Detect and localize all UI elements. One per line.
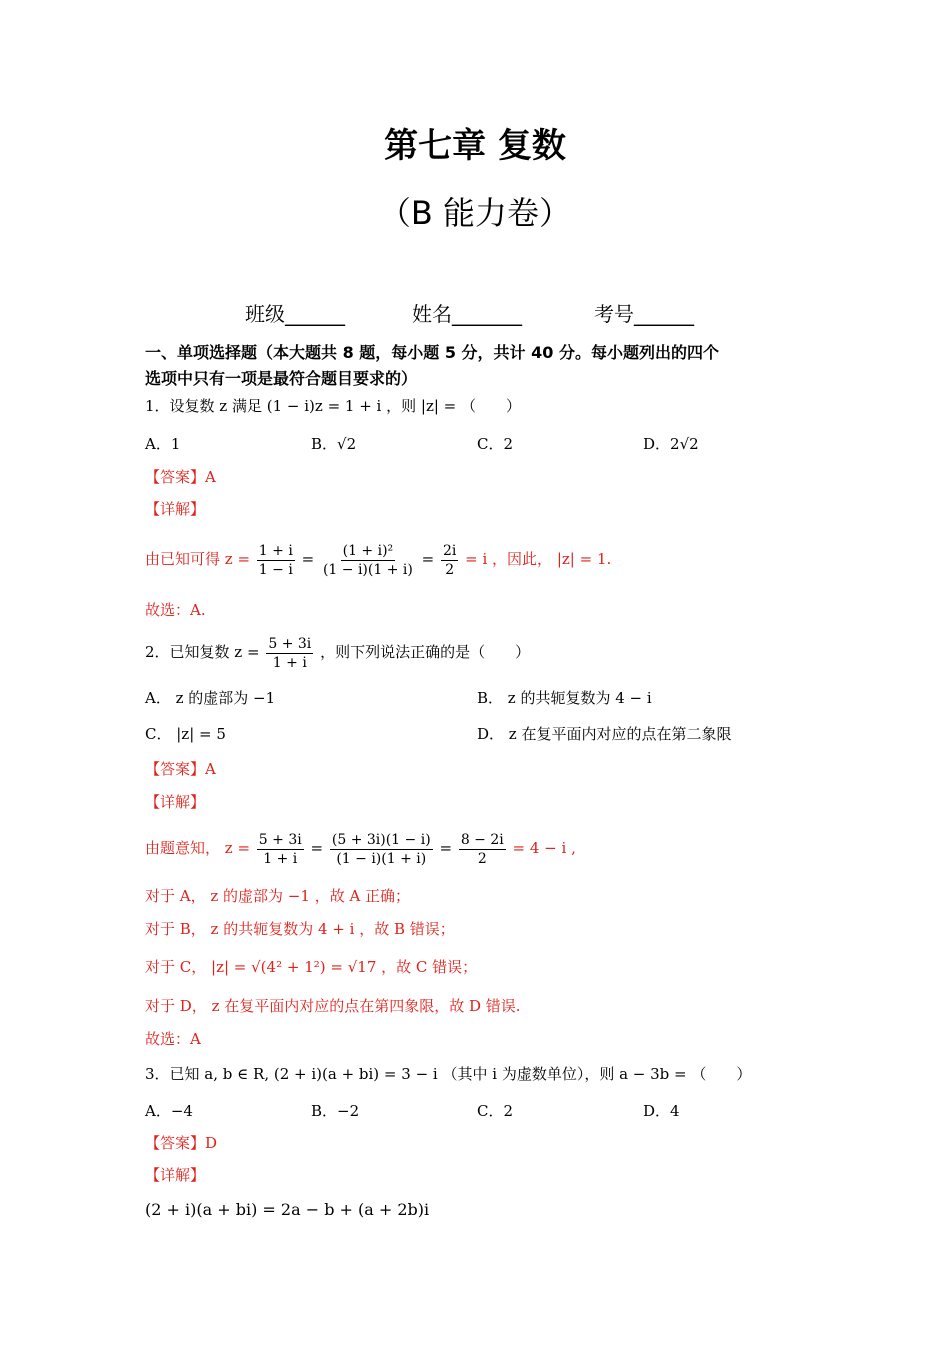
q2-stem-prefix: 2．已知复数 z = bbox=[145, 643, 260, 661]
q1-solution: 由已知可得 z = $\frac{1 + i}{1 - i}$ = $\frac{\text{(1 + i)²}}{(1 - i)(1 + i)}$ = $\frac{2i}{2}$ = i ，因此， |z| = 1. bbox=[145, 542, 612, 578]
q3-answer: 【答案】D bbox=[145, 1134, 218, 1152]
page-title: 第七章 复数 bbox=[384, 126, 566, 166]
q2-analysis-c: 对于 C， |z| = √(4² + 1²) = √17 ，故 C 错误； bbox=[145, 958, 478, 976]
q2-fraction-1: $\frac{5 + 3i}{1 + i}$ bbox=[258, 831, 302, 867]
q3-option-a: A．−4 bbox=[145, 1102, 193, 1120]
q1-stem: 1．设复数 z 满足 (1 − i)z = 1 + i ，则 |z| = （ ） bbox=[145, 397, 522, 415]
q2-option-b: B． z 的共轭复数为 4 − i bbox=[477, 689, 652, 707]
q1-answer: 【答案】A bbox=[145, 468, 216, 486]
q2-solution-suffix: = 4 − i , bbox=[512, 839, 576, 857]
q2-option-a: A． z 的虚部为 −1 bbox=[145, 689, 276, 707]
q2-option-c: C． |z| = 5 bbox=[145, 725, 226, 743]
q3-option-b: B．−2 bbox=[311, 1102, 360, 1120]
class-field: 班级______ bbox=[245, 302, 345, 326]
q2-stem-fraction bbox=[266, 635, 313, 672]
q1-solution-suffix: = i ，因此， |z| = 1. bbox=[465, 550, 612, 568]
q3-work: (2 + i)(a + bi) = 2a − b + (a + 2b)i bbox=[145, 1200, 430, 1219]
q1-option-a: A．1 bbox=[145, 435, 181, 453]
q2-stem-suffix: ，则下列说法正确的是（ ） bbox=[320, 643, 531, 661]
q2-frac-den: 1 + i bbox=[272, 654, 307, 671]
q1-choice: 故选：A. bbox=[145, 601, 206, 619]
q2-answer: 【答案】A bbox=[145, 760, 216, 778]
q2-solution: 由题意知， z = $\frac{5 + 3i}{1 + i}$ = $\frac{(5 + 3i)(1 - i)}{(1 - i)(1 + i)}$ = $\frac{8 - 2i}{2}$ = 4 − i , bbox=[145, 831, 576, 867]
q2-stem bbox=[145, 632, 530, 672]
q1-option-d: D．2√2 bbox=[643, 435, 699, 453]
q2-frac-num: 5 + 3i bbox=[268, 635, 312, 652]
page-subtitle: （B 能力卷） bbox=[378, 194, 572, 232]
q2-fraction-2: $\frac{(5 + 3i)(1 - i)}{(1 - i)(1 + i)}$ bbox=[331, 831, 431, 867]
q2-solution-prefix: 由题意知， z = bbox=[145, 839, 251, 857]
q1-fraction-2: $\frac{\text{(1 + i)²}}{(1 - i)(1 + i)}$ bbox=[322, 542, 413, 578]
q2-detail-label: 【详解】 bbox=[145, 793, 206, 811]
section-heading-line2: 选项中只有一项是最符合题目要求的） bbox=[145, 369, 418, 388]
q3-option-c: C．2 bbox=[477, 1102, 514, 1120]
q2-analysis-d: 对于 D， z 在复平面内对应的点在第四象限，故 D 错误. bbox=[145, 997, 521, 1015]
q2-analysis-a: 对于 A， z 的虚部为 −1 ，故 A 正确； bbox=[145, 887, 411, 905]
q1-option-b: B．√2 bbox=[311, 435, 357, 453]
exam-number-field: 考号______ bbox=[594, 302, 694, 326]
q1-option-c: C．2 bbox=[477, 435, 514, 453]
q2-fraction-3: $\frac{8 - 2i}{2}$ bbox=[460, 831, 504, 867]
q2-option-d: D． z 在复平面内对应的点在第二象限 bbox=[477, 725, 732, 743]
q1-fraction-3: $\frac{2i}{2}$ bbox=[442, 542, 457, 578]
q2-choice: 故选：A bbox=[145, 1030, 201, 1048]
q1-detail-label: 【详解】 bbox=[145, 500, 206, 518]
q2-analysis-b: 对于 B， z 的共轭复数为 4 + i ，故 B 错误； bbox=[145, 920, 455, 938]
name-field: 姓名_______ bbox=[412, 302, 522, 326]
q3-stem: 3．已知 a, b ∈ R, (2 + i)(a + bi) = 3 − i （其中 i 为虚数单位），则 a − 3b = （ ） bbox=[145, 1065, 752, 1083]
section-heading-line1: 一、单项选择题（本大题共 8 题，每小题 5 分，共计 40 分。每小题列出的四个 bbox=[145, 343, 719, 362]
q3-option-d: D．4 bbox=[643, 1102, 680, 1120]
q3-detail-label: 【详解】 bbox=[145, 1166, 206, 1184]
q1-solution-prefix: 由已知可得 z = bbox=[145, 550, 251, 568]
q1-fraction-1: $\frac{1 + i}{1 - i}$ bbox=[258, 542, 293, 578]
